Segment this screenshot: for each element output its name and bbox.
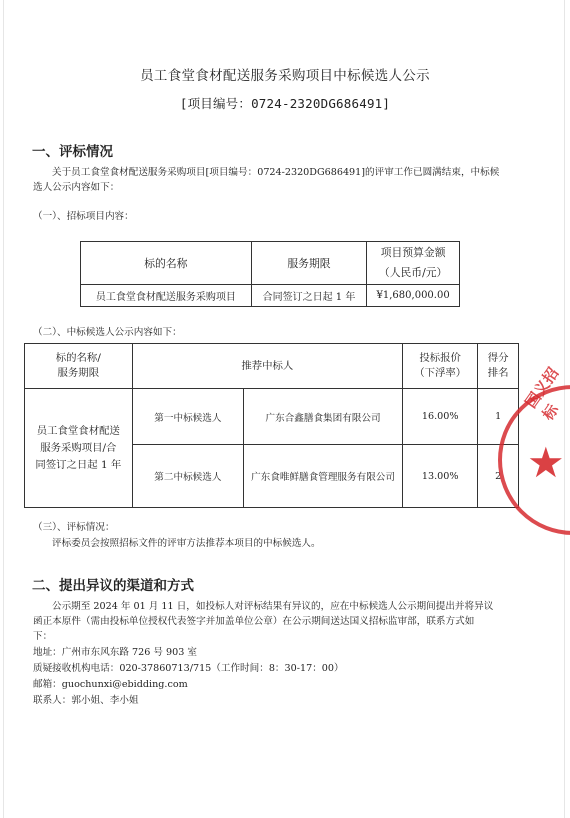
cell-candidate-company: 广东合鑫膳食集团有限公司 <box>244 389 403 445</box>
col-header-target <box>25 344 133 389</box>
cell-candidate-label: 第一中标候选人 <box>132 389 244 445</box>
target-header-line1: 标的名称/ <box>55 352 101 364</box>
cell-project-name: 员工食堂食材配送服务采购项目 <box>81 285 252 307</box>
contact-persons: 联系人：郭小姐、李小姐 <box>33 695 139 706</box>
project-table <box>80 241 460 307</box>
col-header-recommend: 推荐中标人 <box>132 344 402 389</box>
cell-candidate-rank: 2 <box>478 445 519 508</box>
contact-address: 地址：广州市东风东路 726 号 903 室 <box>33 647 197 658</box>
target-line2: 服务采购项目/合 <box>40 441 117 454</box>
page-left-edge <box>3 0 4 818</box>
cell-candidate-company: 广东食唯鲜膳食管理服务有限公司 <box>244 445 403 508</box>
table-row <box>81 285 460 307</box>
cell-candidate-label: 第二中标候选人 <box>132 445 244 508</box>
cell-project-budget: ¥1,680,000.00 <box>367 285 460 307</box>
col-header-rank <box>478 344 519 389</box>
objection-line3: 下： <box>33 631 53 642</box>
rank-header-line2: 排名 <box>487 367 509 379</box>
cell-project-period: 合同签订之日起 1 年 <box>251 285 367 307</box>
seal-text: 国义招标 <box>521 364 563 424</box>
rank-header-line1: 得分 <box>487 352 509 364</box>
cell-target <box>25 389 133 508</box>
candidate-table <box>24 343 519 508</box>
sub-heading-project: （一）、招标项目内容： <box>33 211 134 222</box>
cell-candidate-price: 16.00% <box>402 389 477 445</box>
objection-line1: 公示期至 2024 年 01 月 11 日，如投标人对评标结果有异议的，应在中标候选人公示期间提出并将异议 <box>52 601 494 612</box>
seal-star-icon: ★ <box>527 438 565 487</box>
project-number: [项目编号：0724-2320DG686491] <box>179 96 391 111</box>
price-header-line1: 投标报价 <box>419 352 461 364</box>
contact-phone: 质疑接收机构电话：020-37860713/715（工作时间：8：30-17：00） <box>33 663 344 674</box>
objection-line2: 函正本原件（需由投标单位授权代表签字并加盖单位公章）在公示期间送达国义招标监审部，联系方式如 <box>33 616 475 627</box>
price-header-line2: （下浮率） <box>414 367 467 379</box>
col-header-name: 标的名称 <box>81 242 252 285</box>
cell-candidate-rank: 1 <box>478 389 519 445</box>
col-header-budget <box>367 242 460 285</box>
target-line1: 员工食堂食材配送 <box>36 424 120 437</box>
budget-header-line1: 项目预算金额 <box>380 246 446 259</box>
document-title: 员工食堂食材配送服务采购项目中标候选人公示 <box>140 68 430 84</box>
budget-header-line2: （人民币/元） <box>378 266 448 279</box>
target-header-line2: 服务期限 <box>57 367 100 379</box>
sub-heading-evaluation: （三）、评标情况： <box>33 522 115 533</box>
cell-candidate-price: 13.00% <box>402 445 477 508</box>
contact-email: 邮箱：guochunxi@ebidding.com <box>33 679 188 690</box>
evaluation-text: 评标委员会按照招标文件的评审方法推荐本项目的中标候选人。 <box>52 538 321 549</box>
section1-intro-line1: 关于员工食堂食材配送服务采购项目[项目编号：0724-2320DG686491]的评审工作已圆满结束，中标候 <box>52 167 500 178</box>
section2-heading: 二、提出异议的渠道和方式 <box>32 578 194 594</box>
table-row <box>25 389 519 445</box>
section1-intro-line2: 选人公示内容如下： <box>33 182 120 193</box>
sub-heading-candidates: （二）、中标候选人公示内容如下： <box>33 327 182 338</box>
section1-heading: 一、评标情况 <box>32 144 113 160</box>
col-header-period: 服务期限 <box>251 242 367 285</box>
target-line3: 同签订之日起 1 年 <box>35 458 122 471</box>
col-header-price <box>402 344 477 389</box>
